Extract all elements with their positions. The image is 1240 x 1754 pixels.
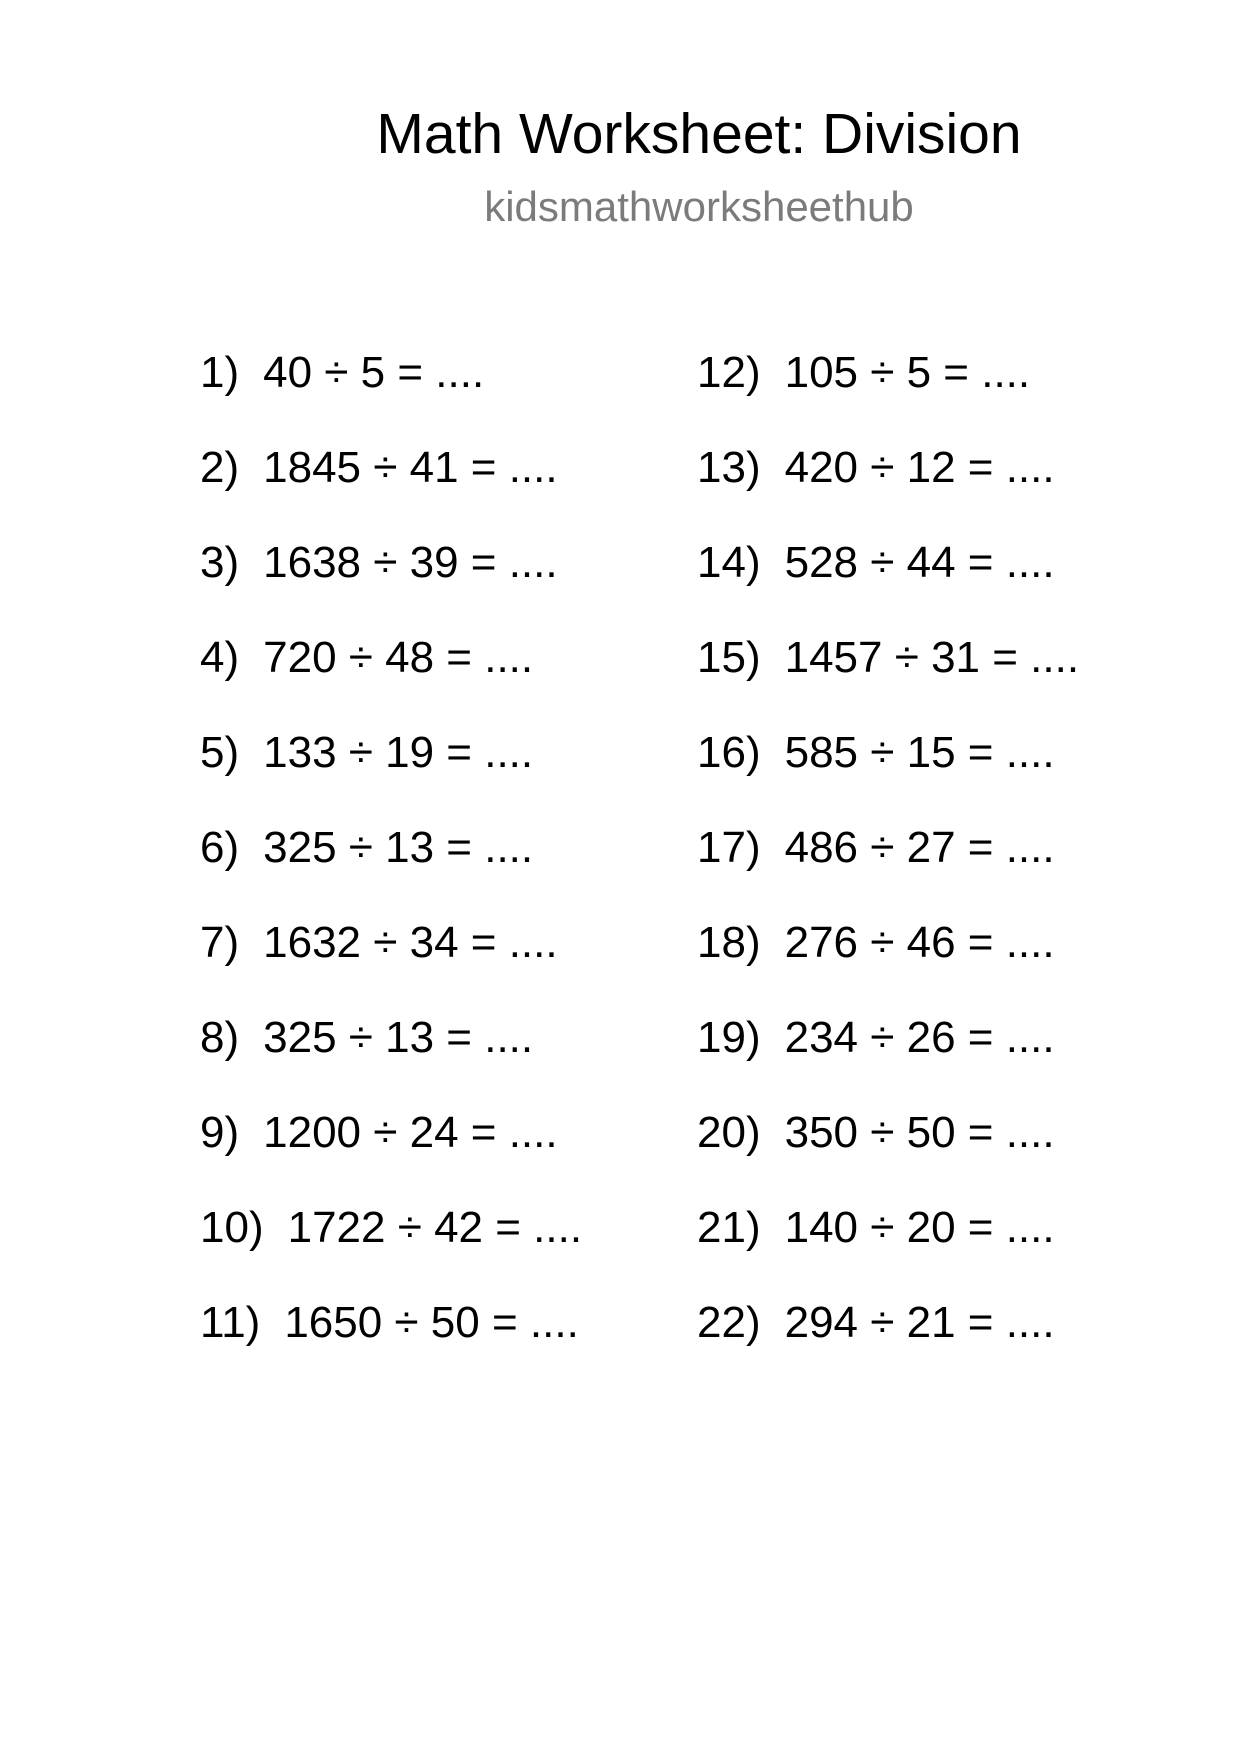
problems-column-right xyxy=(697,347,1079,1392)
problem-expression: 325 ÷ 13 = .... xyxy=(263,823,534,872)
problem-item xyxy=(697,442,1079,537)
problem-item xyxy=(697,632,1079,727)
problem-expression: 1650 ÷ 50 = .... xyxy=(284,1298,579,1347)
problem-expression: 1457 ÷ 31 = .... xyxy=(784,633,1080,682)
problem-number: 10) xyxy=(200,1203,264,1252)
problem-number: 6) xyxy=(200,823,240,872)
problem-expression: 1638 ÷ 39 = .... xyxy=(263,538,558,587)
problem-item xyxy=(697,347,1079,442)
problem-number: 3) xyxy=(200,538,240,587)
problem-item xyxy=(697,1297,1079,1392)
page-title: Math Worksheet: Division xyxy=(376,102,1022,166)
problem-expression: 234 ÷ 26 = .... xyxy=(784,1013,1055,1062)
problem-number: 4) xyxy=(200,633,240,682)
problem-number: 18) xyxy=(697,918,761,967)
problem-item xyxy=(200,822,582,917)
problem-item xyxy=(200,1107,582,1202)
problem-number: 22) xyxy=(697,1298,761,1347)
page-subtitle: kidsmathworksheethub xyxy=(484,183,914,230)
problem-item xyxy=(200,727,582,822)
problem-number: 14) xyxy=(697,538,761,587)
problem-expression: 325 ÷ 13 = .... xyxy=(263,1013,534,1062)
problem-number: 2) xyxy=(200,443,240,492)
problem-number: 7) xyxy=(200,918,240,967)
problem-expression: 40 ÷ 5 = .... xyxy=(263,348,485,397)
problem-number: 9) xyxy=(200,1108,240,1157)
problem-number: 11) xyxy=(200,1298,261,1347)
problem-expression: 528 ÷ 44 = .... xyxy=(784,538,1055,587)
problem-expression: 276 ÷ 46 = .... xyxy=(784,918,1055,967)
problem-expression: 720 ÷ 48 = .... xyxy=(263,633,534,682)
problem-item xyxy=(200,917,582,1012)
problem-number: 20) xyxy=(697,1108,761,1157)
problem-item xyxy=(697,1202,1079,1297)
problem-expression: 1845 ÷ 41 = .... xyxy=(263,443,558,492)
problem-number: 13) xyxy=(697,443,761,492)
problem-item xyxy=(697,537,1079,632)
problem-expression: 585 ÷ 15 = .... xyxy=(784,728,1055,777)
problem-number: 15) xyxy=(697,633,761,682)
problem-item xyxy=(200,347,582,442)
problem-number: 12) xyxy=(697,348,761,397)
problem-number: 16) xyxy=(697,728,761,777)
problem-item xyxy=(200,1202,582,1297)
problem-number: 5) xyxy=(200,728,240,777)
problem-expression: 1632 ÷ 34 = .... xyxy=(263,918,558,967)
problem-item xyxy=(200,1297,582,1392)
problem-expression: 140 ÷ 20 = .... xyxy=(784,1203,1055,1252)
problem-number: 8) xyxy=(200,1013,240,1062)
problem-expression: 486 ÷ 27 = .... xyxy=(784,823,1055,872)
problem-number: 1) xyxy=(200,348,240,397)
problem-item xyxy=(200,1012,582,1107)
problem-item xyxy=(697,822,1079,917)
problem-item xyxy=(200,632,582,727)
problem-item xyxy=(200,442,582,537)
problem-item xyxy=(697,1012,1079,1107)
problem-number: 21) xyxy=(697,1203,761,1252)
problems-column-left xyxy=(200,347,582,1392)
problem-number: 17) xyxy=(697,823,761,872)
problem-expression: 294 ÷ 21 = .... xyxy=(784,1298,1055,1347)
problem-expression: 350 ÷ 50 = .... xyxy=(784,1108,1055,1157)
problem-expression: 105 ÷ 5 = .... xyxy=(784,348,1031,397)
problem-item xyxy=(200,537,582,632)
problem-expression: 1722 ÷ 42 = .... xyxy=(287,1203,583,1252)
problem-expression: 1200 ÷ 24 = .... xyxy=(263,1108,558,1157)
problem-number: 19) xyxy=(697,1013,761,1062)
problem-expression: 420 ÷ 12 = .... xyxy=(784,443,1055,492)
problem-item xyxy=(697,727,1079,822)
problem-expression: 133 ÷ 19 = .... xyxy=(263,728,534,777)
problem-item xyxy=(697,917,1079,1012)
problem-item xyxy=(697,1107,1079,1202)
